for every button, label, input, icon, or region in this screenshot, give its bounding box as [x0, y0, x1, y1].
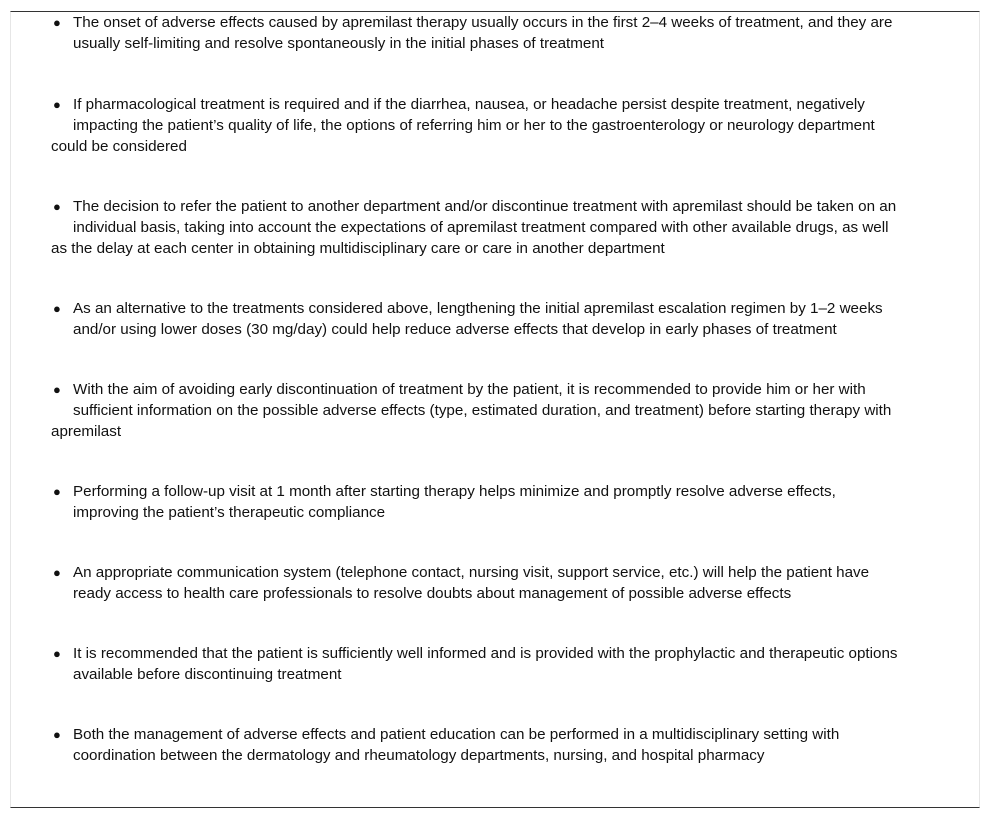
list-item-line: The onset of adverse effects caused by apremilast therapy usually occurs in the first 2–4 weeks of treatment, and they are [73, 14, 893, 31]
bullet-icon: ● [53, 484, 61, 499]
bullet-icon: ● [53, 646, 61, 661]
list-item-line: could be considered [51, 138, 187, 155]
list-item-line: The decision to refer the patient to another department and/or discontinue treatment with apremilast should be taken on an [73, 198, 897, 215]
list-item-line: If pharmacological treatment is required and if the diarrhea, nausea, or headache persist despite treatment, negatively [73, 96, 865, 113]
list-item-line: available before discontinuing treatment [73, 666, 342, 683]
list-item-line: ready access to health care professionals to resolve doubts about management of possible adverse effects [73, 585, 792, 602]
list-item [51, 12, 946, 54]
list-item-line: improving the patient’s therapeutic compliance [73, 504, 386, 521]
list-item [51, 196, 946, 259]
list-item-line: and/or using lower doses (30 mg/day) could help reduce adverse effects that develop in early phases of treatment [73, 321, 837, 338]
list-item-line: impacting the patient’s quality of life, the options of referring him or her to the gastroenterology or neurology department [73, 117, 875, 134]
list-item-line: individual basis, taking into account the expectations of apremilast treatment compared with other available drugs, as well [73, 219, 889, 236]
list-item-line: usually self-limiting and resolve spontaneously in the initial phases of treatment [73, 35, 605, 52]
list-item-line: sufficient information on the possible adverse effects (type, estimated duration, and treatment) before starting therapy with [73, 402, 892, 419]
bullet-icon: ● [53, 382, 61, 397]
list-item-line: Both the management of adverse effects and patient education can be performed in a multidisciplinary setting with [73, 726, 840, 743]
list-item [51, 643, 946, 685]
list-item-line: apremilast [51, 423, 122, 440]
list-item-line: An appropriate communication system (telephone contact, nursing visit, support service, etc.) will help the patient have [73, 564, 870, 581]
list-item [51, 481, 946, 523]
list-item-line: As an alternative to the treatments considered above, lengthening the initial apremilast escalation regimen by 1–2 weeks [73, 300, 883, 317]
bullet-icon: ● [53, 565, 61, 580]
list-item [51, 94, 946, 157]
list-item [51, 562, 946, 604]
list-item-line: as the delay at each center in obtaining multidisciplinary care or care in another department [51, 240, 665, 257]
list-item [51, 379, 946, 442]
list-item-line: coordination between the dermatology and rheumatology departments, nursing, and hospital pharmacy [73, 747, 765, 764]
bullet-icon: ● [53, 727, 61, 742]
bullet-icon: ● [53, 15, 61, 30]
list-item-line: With the aim of avoiding early discontinuation of treatment by the patient, it is recommended to provide him or her with [73, 381, 866, 398]
bullet-icon: ● [53, 301, 61, 316]
bullet-icon: ● [53, 97, 61, 112]
bullet-icon: ● [53, 199, 61, 214]
list-item-line: It is recommended that the patient is sufficiently well informed and is provided with the prophylactic and therapeutic options [73, 645, 898, 662]
list-item [51, 724, 946, 766]
list-item-line: Performing a follow-up visit at 1 month after starting therapy helps minimize and promptly resolve adverse effects, [73, 483, 836, 500]
list-item [51, 298, 946, 340]
